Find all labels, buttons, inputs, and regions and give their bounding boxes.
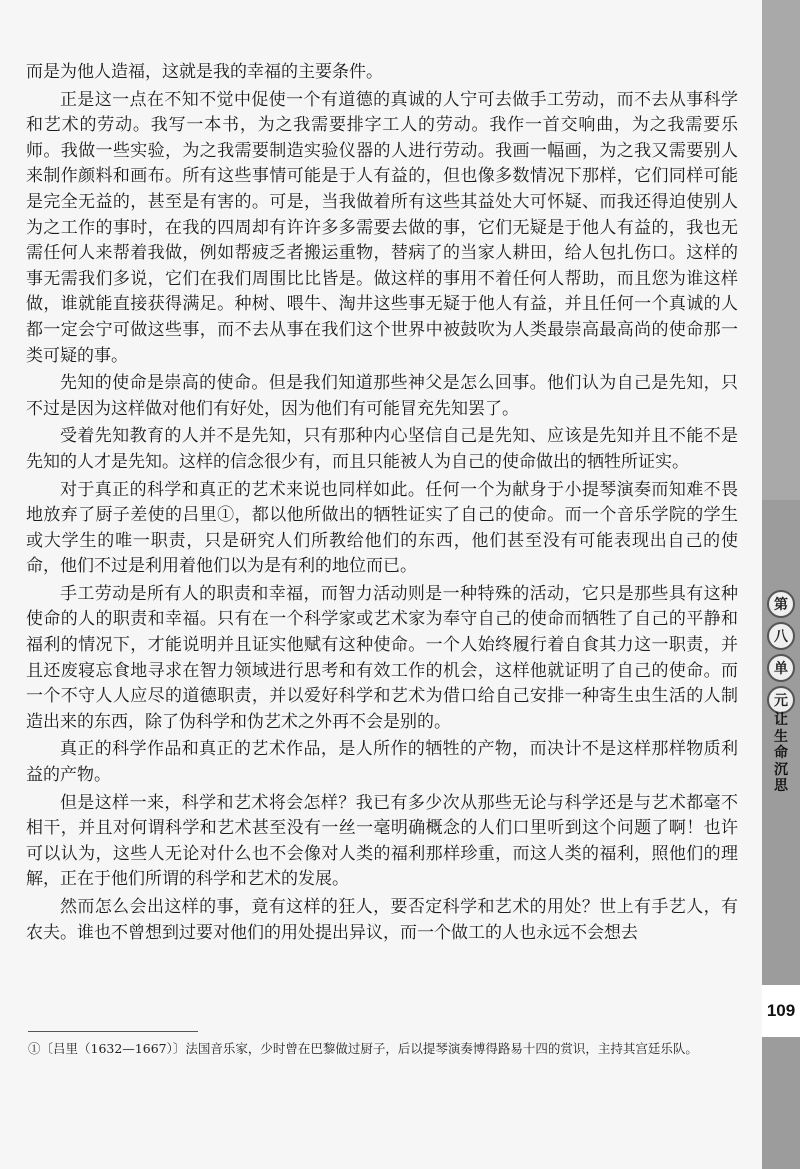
paragraph: 对于真正的科学和真正的艺术来说也同样如此。任何一个为献身于小提琴演奏而知难不畏地放弃了厨子差使的吕里①，都以他所做出的牺牲证实了自己的使命。而一个音乐学院的学生或大学生的唯一职责，只是研究人们所教给他们的东西，他们甚至没有可能表现出自己的使命，他们不过是利用着他们以为是有利的地位而已。 (26, 479, 738, 577)
paragraph: 而是为他人造福，这就是我的幸福的主要条件。 (26, 62, 383, 82)
unit-badge-char: 元 (767, 686, 795, 714)
paragraph: 真正的科学作品和真正的艺术作品，是人所作的牺牲的产物，而决计不是这样那样物质利益的产物。 (26, 739, 738, 786)
paragraph: 手工劳动是所有人的职责和幸福，而智力活动则是一种特殊的活动，它只是那些具有这种使命的人的职责和幸福。只有在一个科学家或艺术家为奉守自己的使命而牺牲了自己的平静和福利的情况下，才能说明并且证实他赋有这种使命。一个人始终履行着自食其力这一职责，并且还废寝忘食地寻求在智力领域进行思考和有效工作的机会，这样他就证明了自己的使命。而一个不守人人应尽的道德职责，并以爱好科学和艺术为借口给自己安排一种寄生虫生活的人制造出来的东西，除了伪科学和伪艺术之外再不会是别的。 (26, 583, 738, 732)
unit-badge-char: 第 (767, 590, 795, 618)
unit-title-char: 命 (774, 745, 788, 761)
unit-title-char: 让 (774, 712, 788, 728)
unit-badge-char: 八 (767, 622, 795, 650)
paragraph: 受着先知教育的人并不是先知，只有那种内心坚信自己是先知、应该是先知并且不能不是先知的人才是先知。这样的信念很少有，而且只能被人为自己的使命做出的牺牲所证实。 (26, 426, 738, 472)
paragraph: 但是这样一来，科学和艺术将会怎样？我已有多少次从那些无论与科学还是与艺术都毫不相干，并且对何谓科学和艺术甚至没有一丝一毫明确概念的人们口里听到这个问题了啊！也许可以认为，这些人无论对什么也不会像对人类的福利那样珍重，而这人类的福利，照他们的理解，正在于他们所谓的科学和艺术的发展。 (26, 792, 738, 890)
side-strip-band (762, 0, 800, 500)
unit-title (764, 712, 798, 795)
page-number: 109 (762, 985, 800, 1037)
body-text (26, 60, 738, 946)
unit-title-char: 生 (774, 728, 788, 745)
unit-badge (766, 590, 796, 714)
unit-title-char: 沉 (774, 761, 788, 778)
footnote: ①〔吕里（1632—1667）〕法国音乐家，少时曾在巴黎做过厨子，后以提琴演奏博得路易十四的赏识，主持其宫廷乐队。 (28, 1041, 698, 1056)
paragraph: 正是这一点在不知不觉中促使一个有道德的真诚的人宁可去做手工劳动，而不去从事科学和艺术的劳动。我写一本书，为之我需要排字工人的劳动。我作一首交响曲，为之我需要乐师。我做一些实验，为之我需要制造实验仪器的人进行劳动。我画一幅画，为之我又需要别人来制作颜料和画布。所有这些事情可能是于人有益的，但也像多数情况下那样，它们同样可能是完全无益的，甚至是有害的。可是，当我做着所有这些其益处大可怀疑、而我还得迫使别人为之工作的事时，在我的四周却有许许多多需要去做的事，它们无疑是于他人有益的，我也无需任何人来帮着我做，例如帮疲乏者搬运重物，替病了的当家人耕田，给人包扎伤口。这样的事无需我们多说，它们在我们周围比比皆是。做这样的事用不着任何人帮助，而且您为谁这样做，谁就能直接获得满足。种树、喂牛、淘井这些事无疑于他人有益，并且任何一个真诚的人都一定会宁可做这些事，而不去从事在我们这个世界中被鼓吹为人类最崇高最高尚的使命那一类可疑的事。 (26, 89, 738, 366)
footnote-rule (28, 1031, 198, 1032)
paragraph: 先知的使命是崇高的使命。但是我们知道那些神父是怎么回事。他们认为自己是先知，只不过是因为这样做对他们有好处，因为他们有可能冒充先知罢了。 (26, 373, 738, 419)
unit-title-char: 思 (774, 778, 788, 794)
paragraph: 然而怎么会出这样的事，竟有这样的狂人，要否定科学和艺术的用处？世上有手艺人，有农夫。谁也不曾想到过要对他们的用处提出异议，而一个做工的人也永远不会想去 (26, 897, 738, 943)
unit-badge-char: 单 (767, 654, 795, 682)
